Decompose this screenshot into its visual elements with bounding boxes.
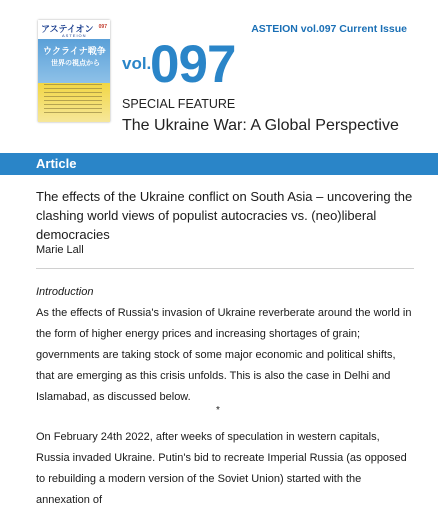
cover-title: アステイオン: [41, 24, 94, 34]
cover-subtitle: ASTEION: [62, 33, 87, 38]
current-issue-link[interactable]: ASTEION vol.097 Current Issue: [251, 23, 407, 35]
cover-headline-sub: 世界の視点から: [51, 60, 100, 67]
section-label: Article: [36, 156, 77, 171]
section-bar: [0, 153, 438, 175]
cover-contents-lines: [44, 84, 102, 116]
article-paragraph: On February 24th 2022, after weeks of speculation in western capitals, Russia invaded Ukraine. Putin's bid to recreate Imperial Russia (as opposed to rebuilding a modern version of the Soviet Union) started with the annexation of: [36, 431, 407, 506]
feature-title: The Ukraine War: A Global Perspective: [122, 117, 399, 134]
divider: [36, 268, 414, 269]
section-separator: *: [216, 405, 220, 416]
cover-headline: ウクライナ戦争: [43, 46, 106, 56]
vol-label: vol.: [122, 54, 152, 73]
intro-heading: Introduction: [36, 286, 94, 298]
vol-number: 097: [150, 35, 236, 94]
article-paragraph: As the effects of Russia's invasion of Ukraine reverberate around the world in the form of higher energy prices and increasing shortages of grain; governments are taking stock of some major economic and political shifts, that are emerging as this crisis unfolds. This is also the case in Delhi and Islamabad, as discussed below.: [36, 307, 412, 403]
article-author: Marie Lall: [36, 244, 84, 256]
cover-volume: 097: [98, 24, 107, 30]
article-title: The effects of the Ukraine conflict on South Asia – uncovering the clashing world views of populist autocracies vs. (neo)liberal democracies: [36, 189, 413, 242]
magazine-cover-image[interactable]: [38, 20, 110, 122]
issue-header: [0, 0, 438, 150]
special-feature-label: SPECIAL FEATURE: [122, 97, 236, 111]
